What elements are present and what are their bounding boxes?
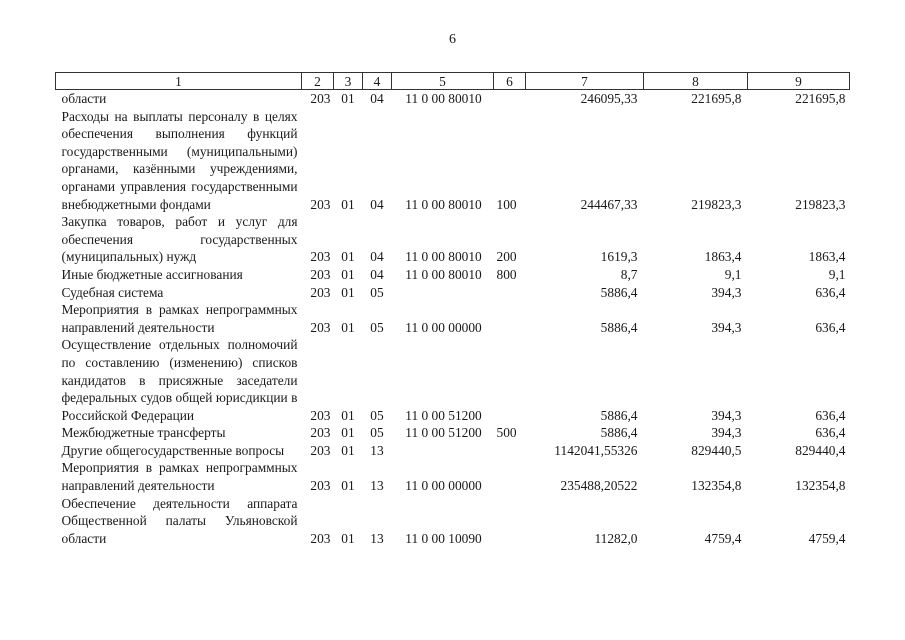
cell-target-article: 11 0 00 80010 <box>405 249 482 265</box>
column-header-7: 7 <box>526 73 644 90</box>
cell-amount-col9: 636,4 <box>815 407 846 423</box>
cell-amount-col8: 219823,3 <box>691 196 742 212</box>
cell-section: 01 <box>341 249 355 265</box>
cell-expense-type: 200 <box>496 249 517 265</box>
column-header-5: 5 <box>392 73 494 90</box>
cell-admin-code: 203 <box>310 407 331 423</box>
cell-amount-col9: 636,4 <box>815 425 846 441</box>
column-header-9: 9 <box>748 73 850 90</box>
cell-target-article: 11 0 00 00000 <box>405 319 482 335</box>
cell-amount-col7: 244467,33 <box>580 196 638 212</box>
cell-admin-code: 203 <box>310 266 331 282</box>
cell-amount-col7: 11282,0 <box>594 530 638 546</box>
cell-amount-col9: 829440,4 <box>795 442 846 458</box>
cell-target-article: 11 0 00 80010 <box>405 91 482 106</box>
cell-amount-col8: 9,1 <box>724 266 742 282</box>
cell-admin-code: 203 <box>310 91 331 106</box>
cell-description: области <box>61 91 107 106</box>
cell-amount-col8: 394,3 <box>711 425 742 441</box>
cell-description: Другие общегосударственные вопросы <box>61 442 285 458</box>
table-row <box>56 301 850 336</box>
cell-amount-col8: 394,3 <box>711 319 742 335</box>
cell-amount-col7: 1142041,55326 <box>554 442 638 458</box>
cell-target-article: 11 0 00 80010 <box>405 266 482 282</box>
column-header-8: 8 <box>644 73 748 90</box>
cell-subsection: 13 <box>370 530 384 546</box>
cell-description: Межбюджетные трансферты <box>61 425 226 441</box>
table-body <box>56 90 850 548</box>
cell-section: 01 <box>341 266 355 282</box>
cell-target-article: 11 0 00 10090 <box>405 530 482 546</box>
cell-subsection: 04 <box>370 91 384 106</box>
cell-amount-col9: 9,1 <box>828 266 846 282</box>
column-header-4: 4 <box>363 73 392 90</box>
cell-amount-col9: 219823,3 <box>795 196 846 212</box>
cell-amount-col9: 636,4 <box>815 284 846 300</box>
table-row <box>56 284 850 302</box>
table-row <box>56 442 850 460</box>
cell-admin-code: 203 <box>310 249 331 265</box>
cell-amount-col7: 1619,3 <box>600 249 638 265</box>
cell-amount-col8: 221695,8 <box>691 91 742 106</box>
column-header-2: 2 <box>302 73 334 90</box>
cell-description: Расходы на выплаты персоналу в целях обеспечения выполнения функций государственными (муниципальными) органами, казёнными учреждениями, органами управления государственными внебюджетными фондами <box>61 108 298 212</box>
table-row <box>56 108 850 214</box>
table-row <box>56 459 850 494</box>
cell-expense-type: 500 <box>496 425 517 441</box>
cell-description: Закупка товаров, работ и услуг для обеспечения государственных (муниципальных) нужд <box>61 214 298 265</box>
cell-admin-code: 203 <box>310 425 331 441</box>
cell-description: Иные бюджетные ассигнования <box>61 266 243 282</box>
column-number-row <box>56 73 850 90</box>
table-row <box>56 213 850 266</box>
cell-section: 01 <box>341 91 355 106</box>
column-header-3: 3 <box>334 73 363 90</box>
cell-section: 01 <box>341 530 355 546</box>
cell-description: Обеспечение деятельности аппарата Общественной палаты Ульяновской области <box>61 495 298 546</box>
cell-expense-type <box>494 442 526 460</box>
cell-expense-type <box>494 301 526 336</box>
cell-target-article: 11 0 00 00000 <box>405 478 482 494</box>
cell-amount-col8: 4759,4 <box>704 530 742 546</box>
cell-admin-code: 203 <box>310 530 331 546</box>
cell-expense-type <box>494 495 526 548</box>
table-row <box>56 266 850 284</box>
table-row <box>56 424 850 442</box>
cell-amount-col8: 829440,5 <box>691 442 742 458</box>
cell-subsection: 05 <box>370 284 384 300</box>
cell-target-article <box>392 284 494 302</box>
page-number: 6 <box>449 32 456 47</box>
cell-admin-code: 203 <box>310 478 331 494</box>
cell-description: Мероприятия в рамках непрограммных направлений деятельности <box>61 302 298 335</box>
cell-section: 01 <box>341 196 355 212</box>
cell-subsection: 04 <box>370 249 384 265</box>
cell-section: 01 <box>341 425 355 441</box>
cell-amount-col7: 5886,4 <box>600 319 638 335</box>
cell-target-article: 11 0 00 80010 <box>405 196 482 212</box>
cell-amount-col9: 1863,4 <box>808 249 846 265</box>
table-row <box>56 495 850 548</box>
cell-amount-col8: 1863,4 <box>704 249 742 265</box>
cell-expense-type <box>494 90 526 108</box>
cell-section: 01 <box>341 442 355 458</box>
cell-target-article <box>392 442 494 460</box>
cell-description: Осуществление отдельных полномочий по составлению (изменению) списков кандидатов в присяжные заседатели федеральных судов общей юрисдикции в Российской Федерации <box>61 337 298 423</box>
cell-amount-col7: 5886,4 <box>600 425 638 441</box>
cell-section: 01 <box>341 407 355 423</box>
cell-expense-type <box>494 459 526 494</box>
column-header-6: 6 <box>494 73 526 90</box>
cell-subsection: 04 <box>370 266 384 282</box>
cell-amount-col7: 235488,20522 <box>560 478 638 494</box>
cell-amount-col7: 246095,33 <box>580 91 638 106</box>
cell-target-article: 11 0 00 51200 <box>405 425 482 441</box>
cell-subsection: 13 <box>370 478 384 494</box>
cell-description: Судебная система <box>61 284 164 300</box>
cell-section: 01 <box>341 478 355 494</box>
cell-section: 01 <box>341 284 355 300</box>
cell-admin-code: 203 <box>310 284 331 300</box>
cell-subsection: 05 <box>370 425 384 441</box>
table-row <box>56 336 850 424</box>
cell-amount-col7: 5886,4 <box>600 284 638 300</box>
cell-amount-col9: 4759,4 <box>808 530 846 546</box>
budget-table <box>55 72 850 547</box>
cell-amount-col8: 394,3 <box>711 284 742 300</box>
cell-expense-type: 800 <box>496 266 517 282</box>
cell-expense-type <box>494 336 526 424</box>
cell-amount-col9: 636,4 <box>815 319 846 335</box>
cell-amount-col9: 132354,8 <box>795 478 846 494</box>
cell-amount-col8: 132354,8 <box>691 478 742 494</box>
cell-subsection: 04 <box>370 196 384 212</box>
cell-expense-type <box>494 284 526 302</box>
cell-admin-code: 203 <box>310 196 331 212</box>
cell-section: 01 <box>341 319 355 335</box>
column-header-1: 1 <box>56 73 302 90</box>
cell-admin-code: 203 <box>310 319 331 335</box>
cell-amount-col8: 394,3 <box>711 407 742 423</box>
cell-description: Мероприятия в рамках непрограммных направлений деятельности <box>61 460 298 494</box>
cell-amount-col9: 221695,8 <box>795 91 846 106</box>
cell-target-article: 11 0 00 51200 <box>405 407 482 423</box>
cell-amount-col7: 8,7 <box>620 266 638 282</box>
cell-expense-type: 100 <box>496 196 517 212</box>
cell-admin-code: 203 <box>310 442 331 458</box>
cell-subsection: 05 <box>370 319 384 335</box>
table-row <box>56 90 850 108</box>
cell-amount-col7: 5886,4 <box>600 407 638 423</box>
cell-subsection: 05 <box>370 407 384 423</box>
cell-subsection: 13 <box>370 442 384 458</box>
